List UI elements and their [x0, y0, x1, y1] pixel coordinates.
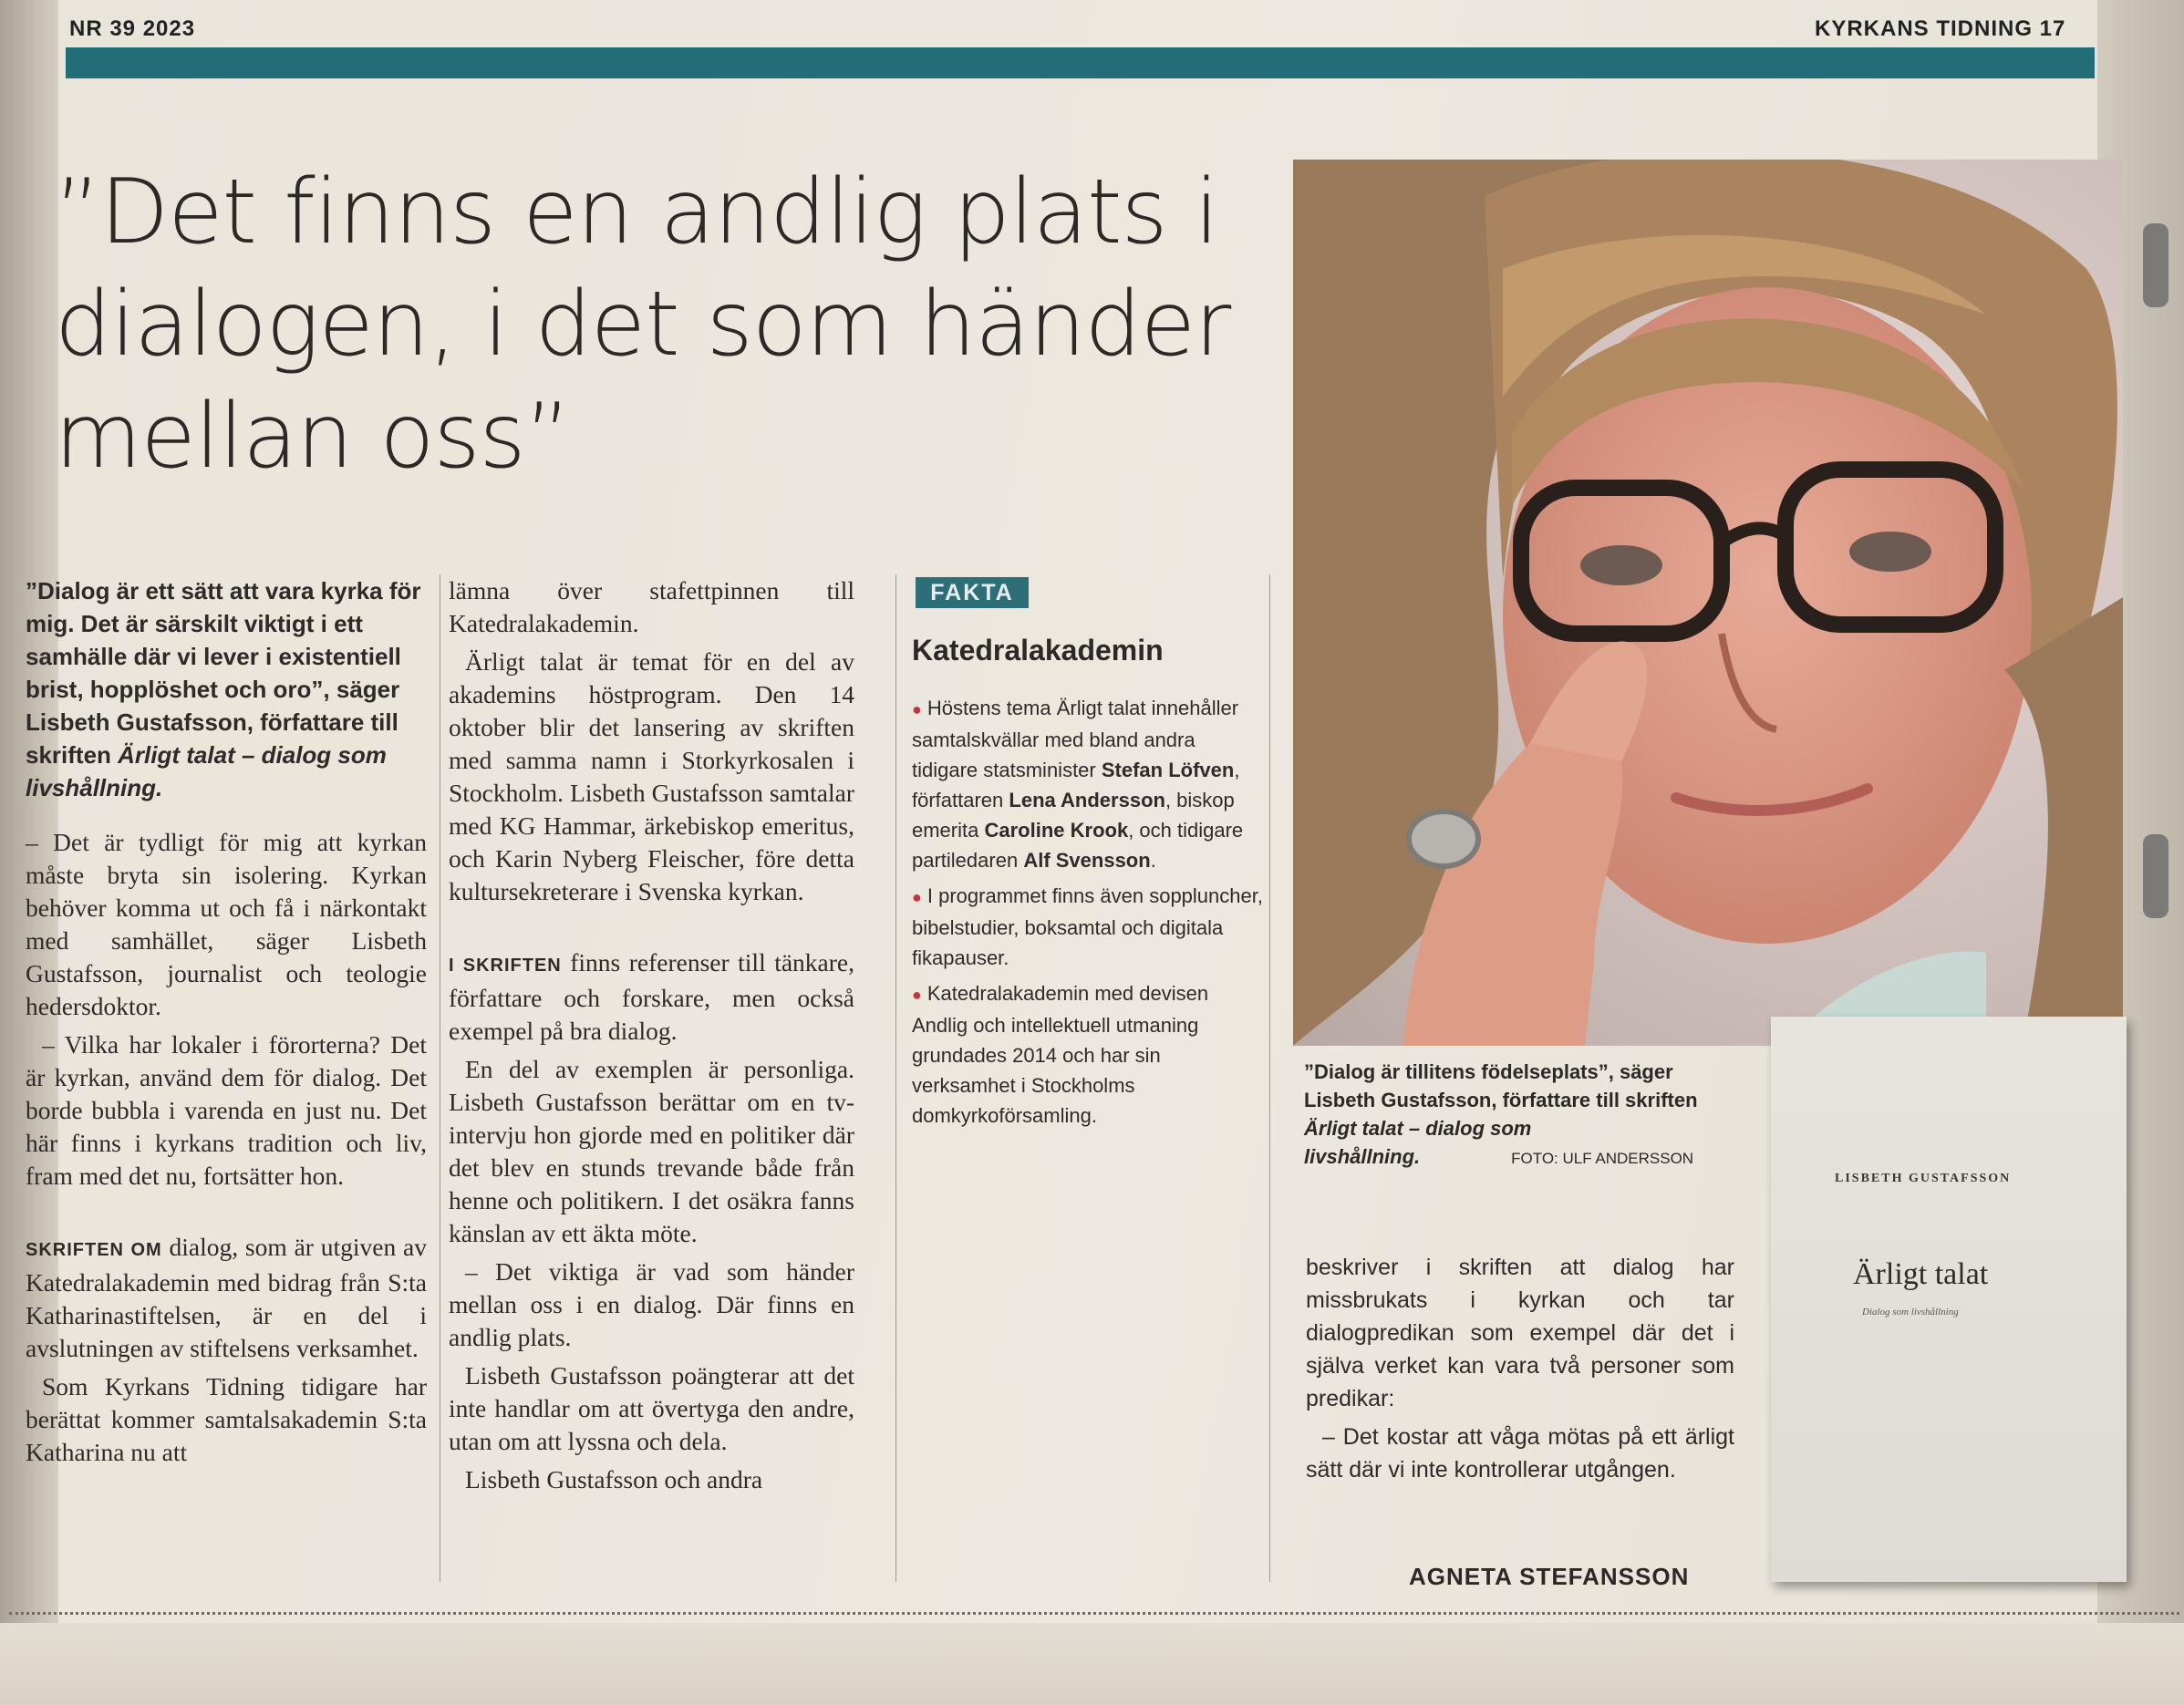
article-column-1	[26, 574, 427, 1474]
byline: AGNETA STEFANSSON	[1409, 1563, 1690, 1590]
book-title-inline: Ärligt talat – dialog som livshållning.	[26, 741, 387, 801]
body-paragraph: – Det kostar att våga mötas på ett ärligt sätt där vi inte kontrollerar utgången.	[1306, 1424, 1734, 1483]
body-paragraph: Lisbeth Gustafsson och andra	[465, 1465, 763, 1493]
book-cover	[1771, 1017, 2127, 1582]
body-paragraph: En del av exemplen är personliga. Lisbeth Gustafsson berättar om en tv-intervju hon gjorde med en politiker där det blev en stunds trevande både från henne och politikern. I det osäkra fanns känslan av ett äkta möte.	[449, 1055, 854, 1247]
binder-tab	[2143, 834, 2168, 918]
portrait-photo	[1293, 160, 2123, 1046]
issue-number: NR 39 2023	[69, 16, 196, 41]
body-paragraph: – Vilka har lokaler i förorterna? Det är kyrkan, använd dem för dialog. Det borde bubbla i varenda en just nu. Det här finns i kyrkans tradition och liv, fram med det nu, fortsätter hon.	[26, 1030, 427, 1190]
bullet-icon: ●	[912, 986, 922, 1004]
body-paragraph: I SKRIFTEN finns referenser till tänkare, författare och forskare, men också exempel på bra dialog.	[449, 948, 854, 1045]
body-paragraph: Som Kyrkans Tidning tidigare har berättat kommer samtalsakademin S:ta Katharina nu att	[26, 1372, 427, 1466]
bullet-icon: ●	[912, 888, 922, 906]
fakta-item: ● I programmet finns även soppluncher, bibelstudier, boksamtal och digitala fikapauser.	[912, 884, 1263, 969]
book-subtitle: Dialog som livshållning	[1862, 1307, 1959, 1318]
fakta-item: ● Höstens tema Ärligt talat innehåller samtalskvällar med bland andra tidigare statsminister Stefan Löfven, författaren Lena Andersson, biskop emerita Caroline Krook, och tidigare partiledaren Alf Svensson.	[912, 697, 1244, 872]
article-column-4	[1306, 1251, 1734, 1492]
book-title: Ärligt talat	[1853, 1257, 1989, 1291]
book-author: LISBETH GUSTAFSSON	[1835, 1172, 2012, 1185]
body-paragraph: – Det är tydligt för mig att kyrkan måste bryta sin isolering. Kyrkan behöver komma ut och få i närkontakt med samhället, säger Lisbeth Gustafsson, journalist och teologie hedersdoktor.	[26, 828, 427, 1020]
bullet-icon: ●	[912, 700, 922, 718]
section-kicker: I SKRIFTEN	[449, 956, 562, 976]
photo-caption: ”Dialog är tillitens födelseplats”, säger Lisbeth Gustafsson, författare till skriften Ärligt talat – dialog som livshållning. FOTO: ULF ANDERSSON	[1304, 1060, 1698, 1168]
body-paragraph: Ärligt talat är temat för en del av akademins höstprogram. Den 14 oktober blir det lansering av skriften med samma namn i Storkyrkosalen i Stockholm. Lisbeth Gustafsson samtalar med KG Hammar, ärkebiskop emeritus, och Karin Nyberg Fleischer, före detta kultursekreterare i Svenska kyrkan.	[449, 647, 854, 905]
binder-tab	[2143, 223, 2168, 307]
fakta-title: Katedralakademin	[912, 634, 1164, 666]
body-paragraph: SKRIFTEN OM dialog, som är utgiven av Katedralakademin med bidrag från S:ta Katharinastiftelsen, är en del i avslutningen av stiftelsens verksamhet.	[26, 1233, 427, 1362]
lead-paragraph: ”Dialog är ett sätt att vara kyrka för mig. Det är särskilt viktigt i ett samhälle där vi lever i existentiell brist, hopplöshet och oro”, säger Lisbeth Gustafsson, författare till skriften Ärligt talat – dialog som livshållning.	[26, 577, 421, 801]
column-divider	[895, 574, 896, 1582]
page-bottom-rule	[9, 1612, 2179, 1615]
section-kicker: SKRIFTEN OM	[26, 1240, 162, 1260]
body-paragraph: lämna över stafettpinnen till Katedralakademin.	[449, 576, 854, 637]
body-paragraph: beskriver i skriften att dialog har missbrukats i kyrkan och tar dialogpredikan som exempel där det i själva verket kan vara två personer som predikar:	[1306, 1255, 1734, 1411]
newspaper-name: KYRKANS TIDNING 17	[1815, 16, 2066, 41]
portrait-illustration	[1293, 160, 2123, 1046]
header-color-bar	[66, 47, 2095, 78]
column-divider	[1269, 574, 1270, 1582]
page-bottom-margin	[0, 1623, 2184, 1705]
headline: ”Det finns en andlig plats i dialogen, i det som händer mellan oss”	[55, 160, 1231, 489]
fakta-item: ● Katedralakademin med devisen Andlig och intellektuell utmaning grundades 2014 och har sin verksamhet i Stockholms domkyrkoförsamling.	[912, 982, 1209, 1127]
body-paragraph: – Det viktiga är vad som händer mellan oss i en dialog. Där finns en andlig plats.	[449, 1257, 854, 1351]
body-paragraph: Lisbeth Gustafsson poängterar att det inte handlar om att övertyga den andre, utan om att lyssna och dela.	[449, 1361, 854, 1455]
fakta-badge: FAKTA	[916, 577, 1029, 608]
photo-credit: FOTO: ULF ANDERSSON	[1511, 1150, 1694, 1167]
fakta-box	[912, 693, 1263, 1136]
article-column-2	[449, 574, 854, 1502]
